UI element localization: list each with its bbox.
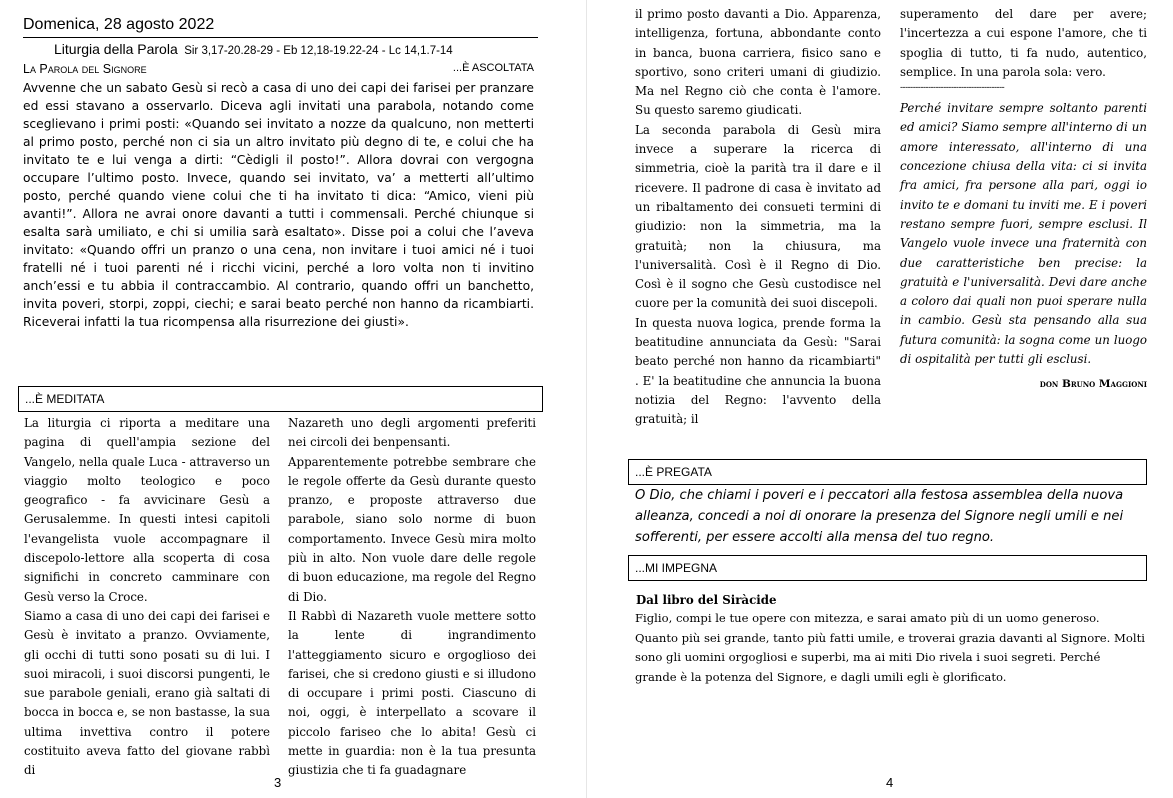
word-section-header [23, 62, 538, 79]
meditation-paragraph: La liturgia ci riporta a meditare una pagina di quell'ampia sezione del Vangelo, nella quale Luca - attraverso un viaggio molto teologico e poco geografico - fa avvicinare Gesù a Gerusalemme. In questi intesi capitoli l'evangelista vuole accompagnare il discepolo-lettore alla scoperta di cosa significhi in concreto camminare con Gesù verso la Croce. [24, 416, 270, 604]
separator-line: ----------------------------------------- [900, 84, 1005, 94]
impegna-section-box [628, 555, 1147, 581]
page-number-right: 4 [886, 775, 894, 790]
impegna-label: ...MI IMPEGNA [635, 561, 718, 575]
meditation-column-4 [900, 5, 1147, 395]
meditation-paragraph: Apparentemente potrebbe sembrare che le regole offerte da Gesù durante questo pranzo, e proposte attraverso due parabole, siano solo norme di buon comportamento. Invece Gesù mira molto più in alto. Non vuole dare delle regole di buon educazione, ma regole del Regno di Dio. [288, 454, 536, 604]
meditation-column-3 [635, 5, 881, 430]
pregata-section-box [628, 459, 1147, 485]
meditation-paragraph: Nazareth uno degli argomenti preferiti nei circoli dei benpensanti. [288, 416, 536, 450]
meditation-paragraph: superamento del dare per avere; l'incertezza a cui espone l'amore, che ti spoglia di tutto, ti fa nudo, autentico, semplice. In una parola sola: vero. [900, 7, 1147, 79]
meditation-paragraph: il primo posto davanti a Dio. Apparenza, intelligenza, fortuna, abbondante conto in banca, buona carriera, fisico sano e sportivo, sono criteri umani di giudizio. Ma nel Regno ciò che conta è l'amore. Su questo saremo giudicati. [635, 7, 881, 118]
meditation-column-1 [24, 414, 270, 781]
pregata-label: ...È PREGATA [635, 465, 712, 479]
prayer-text: O Dio, che chiami i poveri e i peccatori alla festosa assemblea della nuova alleanza, concedi a noi di onorare la presenza del Signore negli umili e nei sofferenti, per essere accolti alla mensa del tuo regno. [635, 488, 1124, 545]
sirach-source-title: Dal libro del Siràcide [636, 593, 777, 607]
meditata-section-box [18, 386, 543, 412]
meditation-paragraph: In questa nuova logica, prende forma la beatitudine annunciata da Gesù: "Sarai beato perché non hanno da ricambiarti" . E' la beatitudine che annuncia la buona notizia del Regno: l'avvento della gratuità; il [635, 315, 881, 427]
meditata-label: ...È MEDITATA [25, 392, 105, 406]
liturgy-title: Liturgia della Parola [54, 41, 178, 57]
ascoltata-label: ...È ASCOLTATA [452, 62, 534, 74]
page-number-left: 3 [274, 775, 282, 790]
meditation-column-2 [288, 414, 536, 781]
liturgy-references: Sir 3,17-20.28-29 - Eb 12,18-19.22-24 - Lc 14,1.7-14 [184, 45, 453, 57]
gospel-text: Avvenne che un sabato Gesù si recò a casa di uno dei capi dei farisei per pranzare ed essi stavano a osservarlo. Diceva agli invitati una parabola, notando come sceglievano i primi posti: «Quando sei invitato a nozze da qualcuno, non metterti al primo posto, perché non ci sia un altro invitato più degno di te, e colui che ha invitato te e lui venga a dirti: “Cèdigli il posto!”. Allora dovrai con vergogna occupare l’ultimo posto. Invece, quando sei invitato, va’ a metterti all’ultimo posto, perché quando viene colui che ti ha invitato ti dica: “Amico, vieni più avanti!”. Allora ne avrai onore davanti a tutti i commensali. Perché chiunque si esalta sarà umiliato, e chi si umilia sarà esaltato». Disse poi a colui che l’aveva invitato: «Quando offri un pranzo o una cena, non invitare i tuoi amici né i tuoi fratelli né i tuoi parenti né i ricchi vicini, perché a loro volta non ti invitino anch’essi e tu abbia il contraccambio. Al contrario, quando offri un banchetto, invita poveri, storpi, zoppi, ciechi; e sarai beato perché non hanno da ricambiarti. Riceverai infatti la tua ricompensa alla risurrezione dei giusti». [23, 81, 534, 329]
author-signature: don Bruno Maggioni [1039, 378, 1147, 391]
right-page [587, 0, 1173, 798]
sirach-text: Figlio, compi le tue opere con mitezza, e sarai amato più di un uomo generoso. Quanto più sei grande, tanto più fatti umile, e troverai grazia davanti al Signore. Molti sono gli uomini orgogliosi e superbi, ma ai miti Dio rivela i suoi segreti. Perché grande è la potenza del Signore, e dagli umili egli è glorificato. [635, 611, 1145, 684]
word-section-title: La Parola del Signore [23, 62, 147, 76]
meditation-paragraph: Il Rabbì di Nazareth vuole mettere sotto la lente di ingrandimento l'atteggiamento sicuro e orgoglioso dei farisei, che si credono giusti e si illudono di occupare i primi posti. Ciascuno di noi, oggi, è interpellato a scovare il piccolo fariseo che lo abita! Gesù ci mette in guardia: non è la tua presunta giustizia che ti fa guadagnare [288, 608, 536, 778]
liturgy-heading [23, 40, 538, 60]
page-date: Domenica, 28 agosto 2022 [23, 14, 538, 38]
meditation-italic-paragraph: Perché invitare sempre soltanto parenti ed amici? Siamo sempre all'interno di un amore interessato, all'interno di una concezione chiusa della vita: ci si invita fra amici, fra persone alla pari, oggi io invito te e domani tu inviti me. E i poveri restano sempre fuori, sempre esclusi. Il Vangelo vuole invece una fraternità con due caratteristiche ben precise: la gratuità e l'universalità. Devi dare anche a coloro dai quali non puoi sperare nulla in cambio. Gesù sta pensando alla sua futura comunità: la sogna come un luogo di ospitalità per tutti gli esclusi. [900, 101, 1147, 367]
meditation-paragraph: Siamo a casa di uno dei capi dei farisei e Gesù è invitato a pranzo. Ovviamente, gli occhi di tutti sono posati su di lui. I suoi miracoli, i suoi discorsi pungenti, le sue parabole geniali, erano già saltati di bocca in bocca e, se non bastasse, la sua ultima invettiva contro il potere costituito aveva fatto del giovane rabbì di [24, 608, 270, 778]
meditation-paragraph: La seconda parabola di Gesù mira invece a superare la ricerca di simmetria, cioè la parità tra il dare e il ricevere. Il padrone di casa è invitato ad un ribaltamento dei consueti termini di giudizio: non la simmetria, ma la gratuità; non la chiusura, ma l'universalità. Così è il Regno di Dio. Così è il sogno che Gesù custodisce nel cuore per la comunità dei suoi discepoli. [635, 122, 881, 311]
left-page [0, 0, 586, 798]
